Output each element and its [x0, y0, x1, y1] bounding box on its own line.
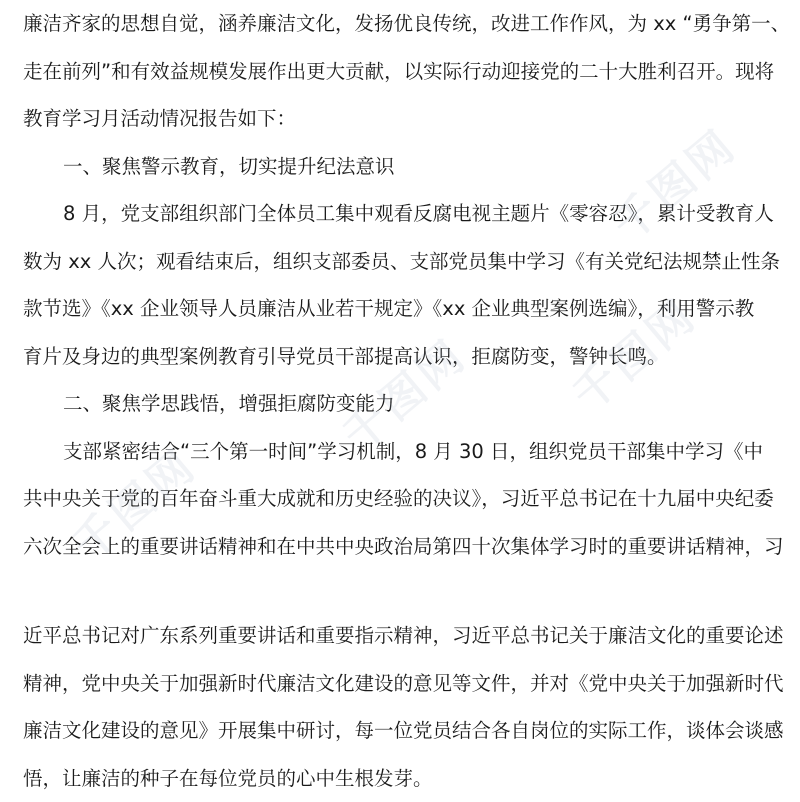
paragraph-line: 六次全会上的重要讲话精神和在中共中央政治局第四十次集体学习时的重要讲话精神，习 [23, 523, 783, 571]
watermark: 千图网 [596, 111, 747, 253]
section-heading-1: 一、聚焦警示教育，切实提升纪法意识 [23, 143, 783, 191]
paragraph-line: 近平总书记对广东系列重要讲话和重要指示精神，习近平总书记关于廉洁文化的重要论述 [23, 612, 783, 660]
paragraph-line: 支部紧密结合“三个第一时间”学习机制，8 月 30 日，组织党员干部集中学习《中 [23, 428, 783, 476]
watermark: 千图网 [326, 321, 477, 463]
text-block-lower [23, 612, 783, 802]
paragraph-line: 走在前列”和有效益规模发展作出更大贡献，以实际行动迎接党的二十大胜利召开。现将 [23, 48, 783, 96]
paragraph-line: 数为 xx 人次；观看结束后，组织支部委员、支部党员集中学习《有关党纪法规禁止性条 [23, 238, 783, 286]
paragraph-line: 共中央关于党的百年奋斗重大成就和历史经验的决议》，习近平总书记在十九届中央纪委 [23, 475, 783, 523]
watermark: 千图网 [556, 281, 707, 423]
paragraph-line: 廉洁文化建设的意见》开展集中研讨，每一位党员结合各自岗位的实际工作，谈体会谈感 [23, 707, 783, 755]
section-heading-2: 二、聚焦学思践悟，增强拒腐防变能力 [23, 380, 783, 428]
paragraph-line: 精神，党中央关于加强新时代廉洁文化建设的意见等文件，并对《党中央关于加强新时代 [23, 660, 783, 708]
paragraph-line: 悟，让廉洁的种子在每位党员的心中生根发芽。 [23, 755, 783, 802]
paragraph-line: 廉洁齐家的思想自觉，涵养廉洁文化，发扬优良传统，改进工作作风，为 xx “勇争第一、 [23, 0, 783, 48]
paragraph-line: 教育学习月活动情况报告如下： [23, 95, 783, 143]
paragraph-line: 8 月，党支部组织部门全体员工集中观看反腐电视主题片《零容忍》，累计受教育人 [23, 190, 783, 238]
paragraph-line: 育片及身边的典型案例教育引导党员干部提高认识，拒腐防变，警钟长鸣。 [23, 333, 783, 381]
text-block-upper [23, 0, 783, 570]
paragraph-line: 款节选》《xx 企业领导人员廉洁从业若干规定》《xx 企业典型案例选编》，利用警示教 [23, 285, 783, 333]
watermark: 千图网 [56, 431, 207, 573]
